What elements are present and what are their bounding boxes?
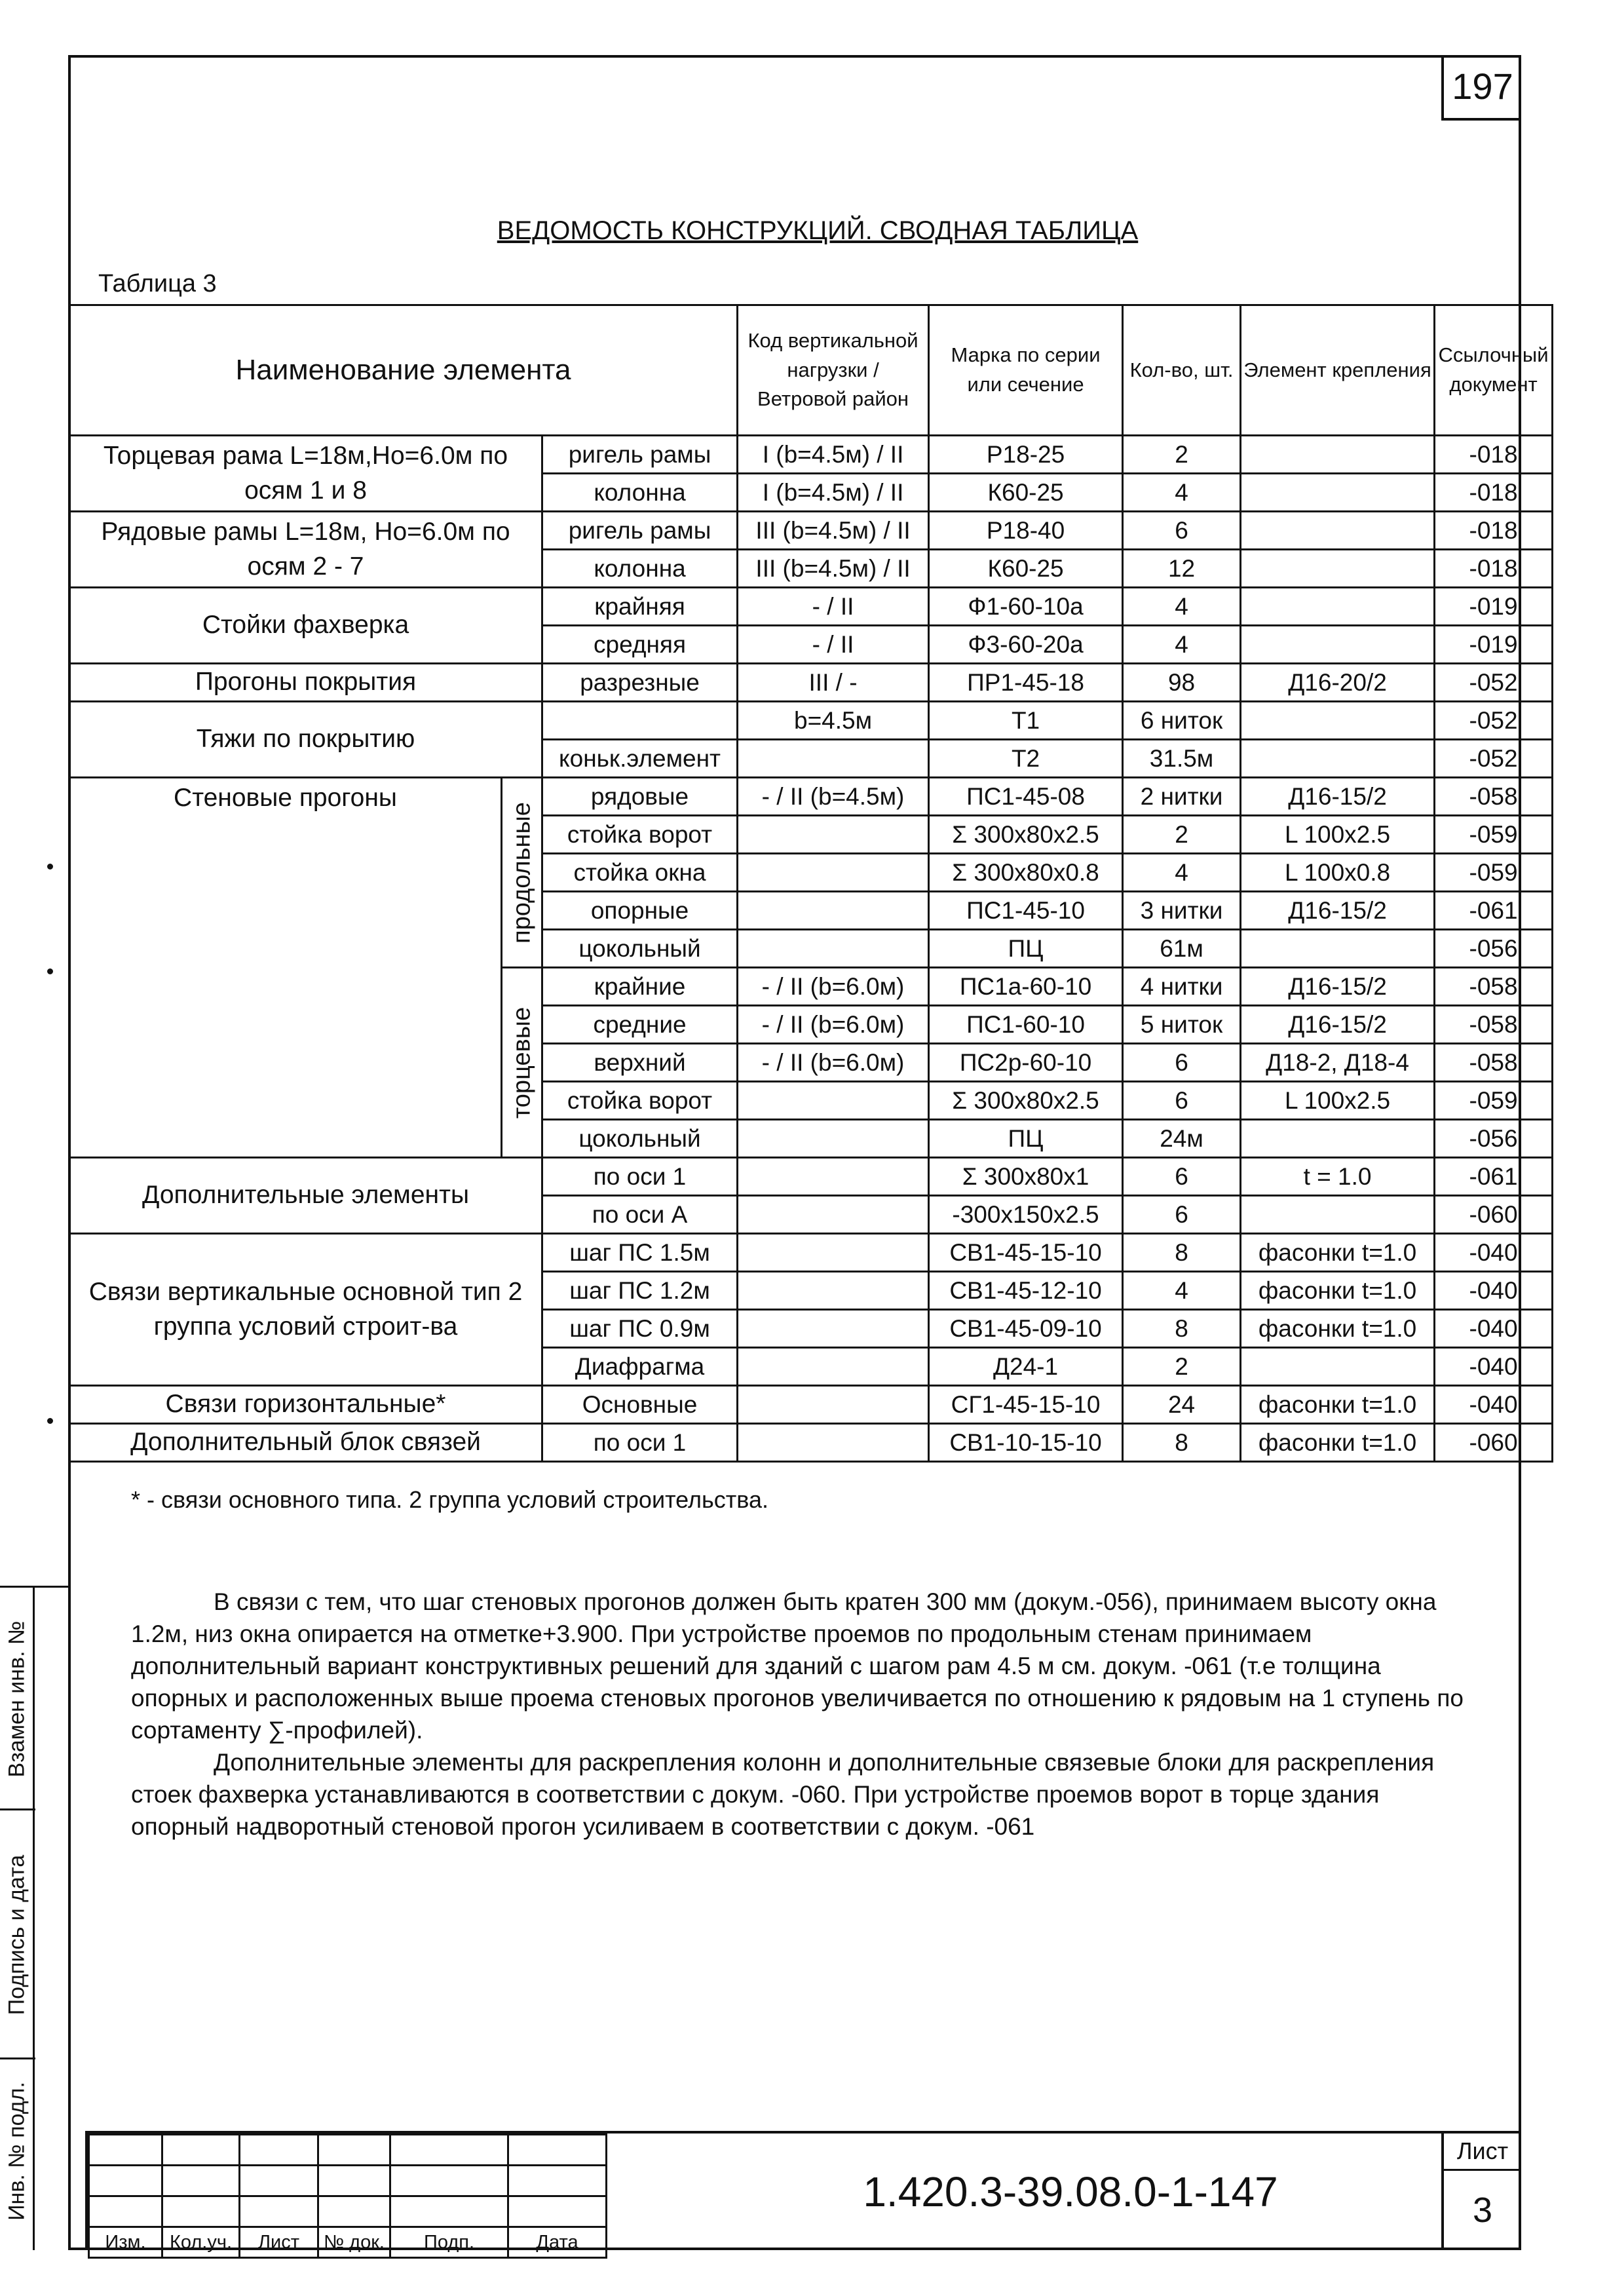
cell-fastening: [1241, 1348, 1435, 1386]
stamp-list: Лист: [240, 2227, 318, 2258]
cell-ref: -059: [1435, 816, 1553, 854]
cell-element: стойка ворот: [542, 816, 738, 854]
cell-code: - / II: [738, 588, 929, 626]
cell-fastening: Д16-15/2: [1241, 778, 1435, 816]
cell-fastening: t = 1.0: [1241, 1158, 1435, 1196]
cell-fastening: фасонки t=1.0: [1241, 1424, 1435, 1462]
stamp-data: Дата: [508, 2227, 607, 2258]
cell-fastening: [1241, 626, 1435, 664]
cell-ref: -040: [1435, 1386, 1553, 1424]
header-code: Код вертикальной нагрузки / Ветровой район: [738, 305, 929, 436]
subgroup-end: [502, 968, 542, 1158]
cell-element: цокольный: [542, 1120, 738, 1158]
cell-mark: ПС1-45-10: [929, 892, 1123, 930]
cell-element: крайняя: [542, 588, 738, 626]
group-horizontal-bracing: Связи горизонтальные*: [69, 1386, 542, 1424]
cell-qty: 98: [1123, 664, 1241, 702]
cell-mark: -300x150x2.5: [929, 1196, 1123, 1234]
cell-fastening: фасонки t=1.0: [1241, 1386, 1435, 1424]
cell-fastening: [1241, 740, 1435, 778]
cell-mark: Σ 300х80х2.5: [929, 816, 1123, 854]
cell-mark: Σ 300х80х2.5: [929, 1082, 1123, 1120]
cell-qty: 3 нитки: [1123, 892, 1241, 930]
cell-code: [738, 1120, 929, 1158]
cell-code: [738, 854, 929, 892]
cell-qty: 6: [1123, 512, 1241, 550]
cell-code: - / II (b=6.0м): [738, 1044, 929, 1082]
cell-ref: -056: [1435, 1120, 1553, 1158]
cell-mark: ПС1а-60-10: [929, 968, 1123, 1006]
header-ref: Ссылочный документ: [1435, 305, 1553, 436]
subgroup-longitudinal-label: продольные: [508, 801, 535, 944]
cell-mark: СГ1-45-15-10: [929, 1386, 1123, 1424]
cell-code: b=4.5м: [738, 702, 929, 740]
cell-ref: -018: [1435, 512, 1553, 550]
group-end-frame: Торцевая рама L=18м,Hо=6.0м по осям 1 и 8: [69, 436, 542, 512]
cell-element: средние: [542, 1006, 738, 1044]
cell-ref: -019: [1435, 588, 1553, 626]
group-posts: Стойки фахверка: [69, 588, 542, 664]
cell-qty: 2: [1123, 436, 1241, 474]
cell-element: шаг ПС 1.5м: [542, 1234, 738, 1272]
cell-mark: Т2: [929, 740, 1123, 778]
header-qty: Кол-во, шт.: [1123, 305, 1241, 436]
cell-code: - / II (b=6.0м): [738, 1006, 929, 1044]
cell-element: стойка ворот: [542, 1082, 738, 1120]
cell-element: Основные: [542, 1386, 738, 1424]
cell-mark: К60-25: [929, 550, 1123, 588]
footnote: * - связи основного типа. 2 группа условий строительства.: [131, 1486, 768, 1513]
cell-code: [738, 816, 929, 854]
body-text: [131, 1586, 1481, 1843]
cell-code: [738, 740, 929, 778]
cell-fastening: [1241, 930, 1435, 968]
table-row: [69, 512, 1553, 550]
cell-fastening: Д16-15/2: [1241, 968, 1435, 1006]
cell-mark: Р18-40: [929, 512, 1123, 550]
cell-code: [738, 1424, 929, 1462]
side-label-replacement: Взамен инв. №: [4, 1620, 29, 1778]
header-name: Наименование элемента: [69, 305, 738, 436]
group-ties: Тяжи по покрытию: [69, 702, 542, 778]
cell-fastening: фасонки t=1.0: [1241, 1272, 1435, 1310]
cell-fastening: L 100x2.5: [1241, 1082, 1435, 1120]
cell-qty: 2: [1123, 1348, 1241, 1386]
cell-code: III (b=4.5м) / II: [738, 512, 929, 550]
table-row: [69, 1234, 1553, 1272]
cell-mark: СВ1-45-15-10: [929, 1234, 1123, 1272]
table-row: [69, 588, 1553, 626]
side-strip: [0, 1586, 68, 2250]
sheet-box: [1441, 2133, 1521, 2250]
group-row-frames: Рядовые рамы L=18м, Hо=6.0м по осям 2 - 7: [69, 512, 542, 588]
cell-ref: -040: [1435, 1234, 1553, 1272]
cell-mark: Σ 300х80х0.8: [929, 854, 1123, 892]
header-mark: Марка по серии или сечение: [929, 305, 1123, 436]
cell-mark: Р18-25: [929, 436, 1123, 474]
cell-element: шаг ПС 0.9м: [542, 1310, 738, 1348]
cell-element: по оси 1: [542, 1158, 738, 1196]
table-row: [69, 702, 1553, 740]
side-label-signature: Подпись и дата: [4, 1854, 29, 2016]
cell-element: по оси 1: [542, 1424, 738, 1462]
cell-element: опорные: [542, 892, 738, 930]
table-row: [69, 664, 1553, 702]
cell-qty: 4: [1123, 626, 1241, 664]
cell-qty: 4: [1123, 474, 1241, 512]
table-row: [69, 1386, 1553, 1424]
cell-fastening: [1241, 550, 1435, 588]
cell-fastening: [1241, 474, 1435, 512]
cell-code: III (b=4.5м) / II: [738, 550, 929, 588]
cell-ref: -052: [1435, 702, 1553, 740]
cell-element: Диафрагма: [542, 1348, 738, 1386]
cell-ref: -056: [1435, 930, 1553, 968]
cell-element: цокольный: [542, 930, 738, 968]
cell-qty: 6: [1123, 1044, 1241, 1082]
cell-fastening: [1241, 1196, 1435, 1234]
cell-ref: -059: [1435, 854, 1553, 892]
cell-qty: 61м: [1123, 930, 1241, 968]
sheet-number: 3: [1472, 2191, 1493, 2230]
cell-mark: Т1: [929, 702, 1123, 740]
cell-element: колонна: [542, 550, 738, 588]
cell-element: коньк.элемент: [542, 740, 738, 778]
cell-code: [738, 892, 929, 930]
group-extra-block: Дополнительный блок связей: [69, 1424, 542, 1462]
cell-fastening: [1241, 512, 1435, 550]
cell-fastening: Д16-15/2: [1241, 1006, 1435, 1044]
cell-fastening: L 100x2.5: [1241, 816, 1435, 854]
cell-qty: 8: [1123, 1424, 1241, 1462]
document-title: ВЕДОМОСТЬ КОНСТРУКЦИЙ. СВОДНАЯ ТАБЛИЦА: [497, 216, 1139, 245]
cell-element: рядовые: [542, 778, 738, 816]
cell-mark: СВ1-45-12-10: [929, 1272, 1123, 1310]
cell-element: верхний: [542, 1044, 738, 1082]
cell-code: III / -: [738, 664, 929, 702]
cell-code: [738, 1158, 929, 1196]
stamp-kol: Кол.уч.: [162, 2227, 240, 2258]
sheet-label: Лист: [1444, 2133, 1521, 2171]
cell-qty: 12: [1123, 550, 1241, 588]
cell-ref: -018: [1435, 550, 1553, 588]
cell-qty: 5 ниток: [1123, 1006, 1241, 1044]
cell-fastening: [1241, 1120, 1435, 1158]
cell-ref: -052: [1435, 740, 1553, 778]
cell-mark: К60-25: [929, 474, 1123, 512]
group-purlins: Прогоны покрытия: [69, 664, 542, 702]
cell-element: [542, 702, 738, 740]
cell-fastening: L 100x0.8: [1241, 854, 1435, 892]
cell-ref: -058: [1435, 968, 1553, 1006]
cell-ref: -058: [1435, 1044, 1553, 1082]
cell-code: - / II: [738, 626, 929, 664]
cell-qty: 31.5м: [1123, 740, 1241, 778]
cell-qty: 8: [1123, 1234, 1241, 1272]
cell-ref: -060: [1435, 1196, 1553, 1234]
table-header-row: [69, 305, 1553, 436]
cell-fastening: [1241, 702, 1435, 740]
cell-ref: -059: [1435, 1082, 1553, 1120]
cell-fastening: [1241, 436, 1435, 474]
cell-element: шаг ПС 1.2м: [542, 1272, 738, 1310]
cell-qty: 6: [1123, 1196, 1241, 1234]
cell-code: I (b=4.5м) / II: [738, 474, 929, 512]
cell-ref: -018: [1435, 436, 1553, 474]
side-label-inventory: Инв. № подл.: [4, 2082, 29, 2221]
cell-qty: 6 ниток: [1123, 702, 1241, 740]
cell-ref: -058: [1435, 778, 1553, 816]
cell-code: - / II (b=6.0м): [738, 968, 929, 1006]
scan-dot: [47, 968, 53, 974]
cell-ref: -061: [1435, 892, 1553, 930]
cell-ref: -058: [1435, 1006, 1553, 1044]
cell-ref: -019: [1435, 626, 1553, 664]
cell-fastening: фасонки t=1.0: [1241, 1310, 1435, 1348]
cell-ref: -052: [1435, 664, 1553, 702]
cell-ref: -040: [1435, 1310, 1553, 1348]
cell-qty: 4: [1123, 1272, 1241, 1310]
cell-qty: 4: [1123, 854, 1241, 892]
cell-element: колонна: [542, 474, 738, 512]
cell-qty: 4: [1123, 588, 1241, 626]
cell-mark: ПС1-60-10: [929, 1006, 1123, 1044]
structures-table: [68, 304, 1553, 1463]
cell-fastening: фасонки t=1.0: [1241, 1234, 1435, 1272]
cell-code: [738, 1234, 929, 1272]
cell-code: [738, 1386, 929, 1424]
revision-grid: [88, 2133, 607, 2259]
cell-mark: ПС2р-60-10: [929, 1044, 1123, 1082]
cell-mark: Σ 300х80х1: [929, 1158, 1123, 1196]
cell-mark: ПЦ: [929, 930, 1123, 968]
cell-qty: 4 нитки: [1123, 968, 1241, 1006]
cell-code: I (b=4.5м) / II: [738, 436, 929, 474]
scan-dot: [47, 864, 53, 870]
cell-element: стойка окна: [542, 854, 738, 892]
table-row: [69, 1424, 1553, 1462]
table-row: [69, 1158, 1553, 1196]
cell-code: - / II (b=4.5м): [738, 778, 929, 816]
cell-mark: Д24-1: [929, 1348, 1123, 1386]
cell-qty: 6: [1123, 1158, 1241, 1196]
cell-code: [738, 1082, 929, 1120]
cell-mark: Ф1-60-10а: [929, 588, 1123, 626]
cell-mark: СВ1-10-15-10: [929, 1424, 1123, 1462]
table-row: [69, 436, 1553, 474]
cell-ref: -018: [1435, 474, 1553, 512]
cell-mark: ПР1-45-18: [929, 664, 1123, 702]
cell-fastening: Д16-15/2: [1241, 892, 1435, 930]
cell-qty: 2: [1123, 816, 1241, 854]
title-block: [85, 2131, 1521, 2253]
group-vertical-bracing: Связи вертикальные основной тип 2 группа условий строит-ва: [69, 1234, 542, 1386]
cell-fastening: [1241, 588, 1435, 626]
cell-code: [738, 1272, 929, 1310]
table-caption: Таблица 3: [98, 270, 217, 297]
page-number: 197: [1441, 55, 1521, 121]
cell-mark: Ф3-60-20а: [929, 626, 1123, 664]
cell-code: [738, 1310, 929, 1348]
cell-element: ригель рамы: [542, 436, 738, 474]
cell-qty: 2 нитки: [1123, 778, 1241, 816]
cell-qty: 6: [1123, 1082, 1241, 1120]
cell-qty: 24: [1123, 1386, 1241, 1424]
cell-qty: 8: [1123, 1310, 1241, 1348]
cell-element: средняя: [542, 626, 738, 664]
group-additional: Дополнительные элементы: [69, 1158, 542, 1234]
stamp-izm: Изм.: [89, 2227, 162, 2258]
cell-code: [738, 1348, 929, 1386]
cell-ref: -061: [1435, 1158, 1553, 1196]
cell-mark: СВ1-45-09-10: [929, 1310, 1123, 1348]
cell-element: по оси А: [542, 1196, 738, 1234]
cell-ref: -040: [1435, 1348, 1553, 1386]
stamp-ndok: № док.: [318, 2227, 390, 2258]
cell-code: [738, 930, 929, 968]
cell-qty: 24м: [1123, 1120, 1241, 1158]
group-wall-purlins: Стеновые прогоны: [69, 778, 502, 1158]
cell-ref: -060: [1435, 1424, 1553, 1462]
cell-mark: ПС1-45-08: [929, 778, 1123, 816]
paragraph-2: Дополнительные элементы для раскрепления колонн и дополнительные связевые блоки для раскрепления стоек фахверка устанавливаются в соответствии с докум. -060. При устройстве проемов ворот в торце здания опорный надворотный стеновой прогон усиливаем в соответствии с докум. -061: [131, 1749, 1435, 1840]
cell-code: [738, 1196, 929, 1234]
scan-dot: [47, 1418, 53, 1424]
cell-fastening: Д18-2, Д18-4: [1241, 1044, 1435, 1082]
paragraph-1: В связи с тем, что шаг стеновых прогонов должен быть кратен 300 мм (докум.-056), принимаем высоту окна 1.2м, низ окна опирается на отметке+3.900. При устройстве проемов по продольным стенам принимаем дополнительный вариант конструктивных решений для зданий с шагом рам 4.5 м см. докум. -061 (т.е толщина опорных и расположенных выше проема стеновых прогонов увеличивается по отношению к рядовым на 1 ступень по сортаменту ∑-профилей).: [131, 1588, 1464, 1744]
cell-element: крайние: [542, 968, 738, 1006]
stamp-podp: Подп.: [390, 2227, 508, 2258]
subgroup-longitudinal: [502, 778, 542, 968]
cell-mark: ПЦ: [929, 1120, 1123, 1158]
table-row: [69, 778, 1553, 816]
subgroup-end-label: торцевые: [508, 1006, 535, 1119]
cell-ref: -040: [1435, 1272, 1553, 1310]
header-fastening: Элемент крепления: [1241, 305, 1435, 436]
document-code: 1.420.3-39.08.0-1-147: [863, 2168, 1278, 2215]
cell-element: ригель рамы: [542, 512, 738, 550]
cell-fastening: Д16-20/2: [1241, 664, 1435, 702]
cell-element: разрезные: [542, 664, 738, 702]
